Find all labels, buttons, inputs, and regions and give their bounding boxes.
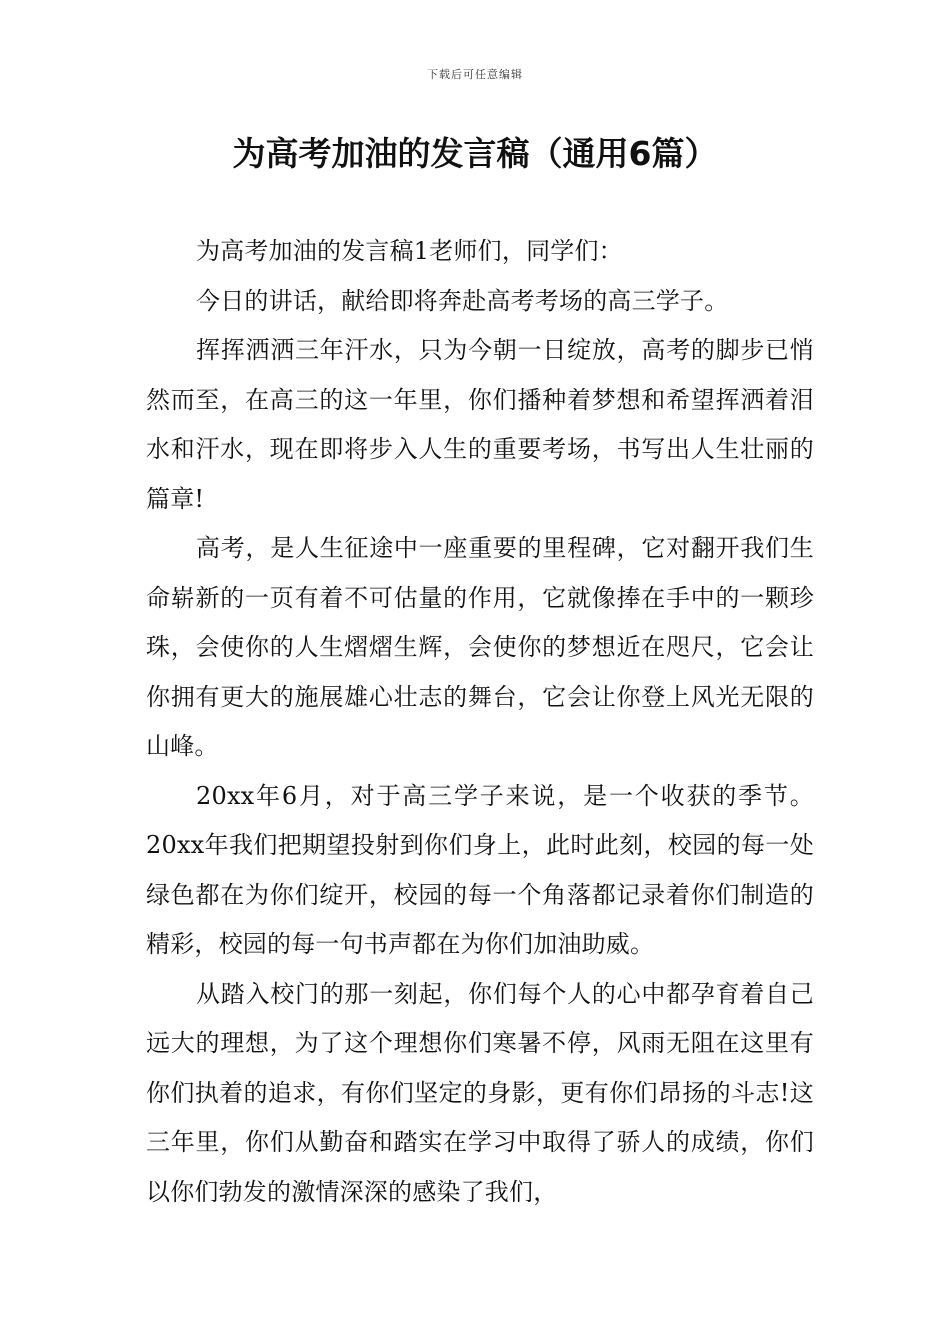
paragraph-5: 20xx年6月，对于高三学子来说，是一个收获的季节。20xx年我们把期望投射到你们身上，此时此刻，校园的每一处绿色都在为你们绽开，校园的每一个角落都记录着你们制造的精彩，校园的每一句书声都在为你们加油助威。 — [146, 781, 814, 958]
paragraph-1: 为高考加油的发言稿1老师们，同学们： — [196, 237, 623, 265]
paragraph-6: 从踏入校门的那一刻起，你们每个人的心中都孕育着自己远大的理想，为了这个理想你们寒暑不停，风雨无阻在这里有你们执着的追求，有你们坚定的身影，更有你们昂扬的斗志!这三年里，你们从勤奋和踏实在学习中取得了骄人的成绩，你们以你们勃发的激情深深的感染了我们， — [146, 979, 814, 1206]
paragraph-2: 今日的讲话，献给即将奔赴高考考场的高三学子。 — [196, 286, 729, 315]
paragraph-4: 高考，是人生征途中一座重要的里程碑，它对翻开我们生命崭新的一页有着不可估量的作用，它就像捧在手中的一颗珍珠，会使你的人生熠熠生辉，会使你的梦想近在咫尺，它会让你拥有更大的施展雄心壮志的舞台，它会让你登上风光无限的山峰。 — [146, 534, 814, 760]
document-title: 为高考加油的发言稿（通用6篇） — [232, 134, 718, 173]
document-body — [146, 227, 814, 1217]
paragraph-3: 挥挥洒洒三年汗水，只为今朝一日绽放，高考的脚步已悄然而至，在高三的这一年里，你们播种着梦想和希望挥洒着泪水和汗水，现在即将步入人生的重要考场，书写出人生壮丽的篇章! — [146, 336, 814, 513]
header-note: 下载后可任意编辑 — [427, 68, 523, 81]
